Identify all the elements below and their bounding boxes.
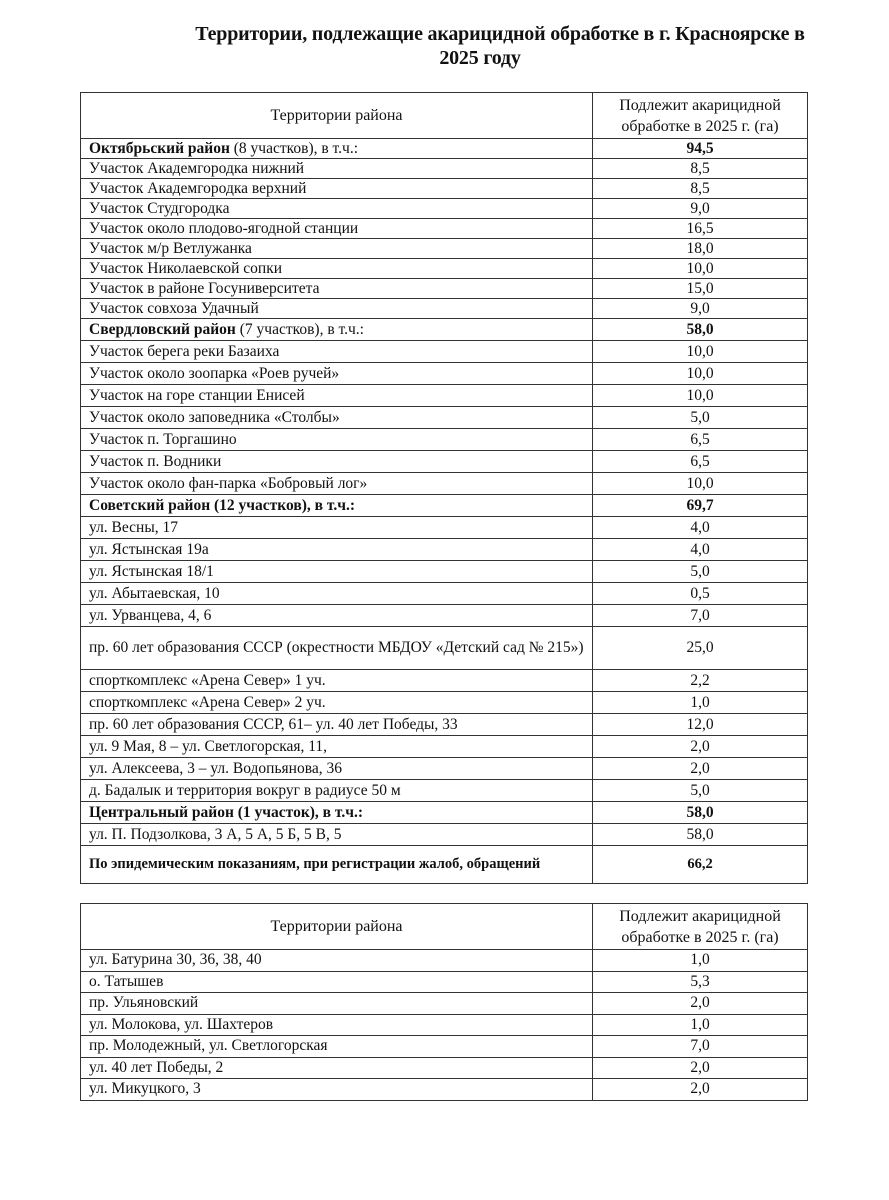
table-row: спорткомплекс «Арена Север» 2 уч. 1,0 bbox=[81, 692, 808, 714]
additional-territories-table bbox=[80, 903, 808, 1101]
table-row: о. Татышев 5,3 bbox=[81, 971, 808, 993]
table-row: Участок Академгородка верхний 8,5 bbox=[81, 179, 808, 199]
table-row: ул. Батурина 30, 36, 38, 40 1,0 bbox=[81, 950, 808, 972]
table-row: Участок в районе Госуниверситета 15,0 bbox=[81, 279, 808, 299]
table-row: Участок на горе станции Енисей 10,0 bbox=[81, 385, 808, 407]
district-total: 58,0 bbox=[593, 802, 808, 824]
table-row: д. Бадалык и территория вокруг в радиусе 50 м 5,0 bbox=[81, 780, 808, 802]
district-row-sovetsky bbox=[81, 495, 808, 517]
table-row: Участок Студгородка 9,0 bbox=[81, 199, 808, 219]
header-area: Подлежит акарицидной обработке в 2025 г. (га) bbox=[593, 93, 808, 139]
table-row: Участок совхоза Удачный 9,0 bbox=[81, 299, 808, 319]
header-territory: Территории района bbox=[81, 904, 593, 950]
table-row: пр. Ульяновский 2,0 bbox=[81, 993, 808, 1015]
table-row: Участок около зоопарка «Роев ручей» 10,0 bbox=[81, 363, 808, 385]
district-name: Свердловский район (7 участков), в т.ч.: bbox=[81, 319, 593, 341]
table-row: ул. П. Подзолкова, 3 А, 5 А, 5 Б, 5 В, 5 58,0 bbox=[81, 824, 808, 846]
document-title bbox=[80, 22, 880, 70]
title-line-1: Территории, подлежащие акарицидной обработке в г. Красноярске в bbox=[195, 23, 805, 45]
table-row: ул. 40 лет Победы, 2 2,0 bbox=[81, 1057, 808, 1079]
table-row: Участок около заповедника «Столбы» 5,0 bbox=[81, 407, 808, 429]
table-row: Участок около фан-парка «Бобровый лог» 10,0 bbox=[81, 473, 808, 495]
district-row-tsentralny bbox=[81, 802, 808, 824]
table-row: спорткомплекс «Арена Север» 1 уч. 2,2 bbox=[81, 670, 808, 692]
district-total: 94,5 bbox=[593, 139, 808, 159]
district-total: 58,0 bbox=[593, 319, 808, 341]
table-row: ул. Весны, 17 4,0 bbox=[81, 517, 808, 539]
district-name: Центральный район (1 участок), в т.ч.: bbox=[81, 802, 593, 824]
table-row: Участок м/р Ветлужанка 18,0 bbox=[81, 239, 808, 259]
title-line-2: 2025 году bbox=[439, 47, 521, 69]
table-row: Участок п. Водники 6,5 bbox=[81, 451, 808, 473]
table-row: пр. 60 лет образования СССР, 61– ул. 40 лет Победы, 33 12,0 bbox=[81, 714, 808, 736]
table-row: ул. 9 Мая, 8 – ул. Светлогорская, 11, 2,0 bbox=[81, 736, 808, 758]
table-row: пр. Молодежный, ул. Светлогорская 7,0 bbox=[81, 1036, 808, 1058]
district-row-oktyabrsky bbox=[81, 139, 808, 159]
table-row: ул. Микуцкого, 3 2,0 bbox=[81, 1079, 808, 1101]
table-row: пр. 60 лет образования СССР (окрестности МБДОУ «Детский сад № 215») 25,0 bbox=[81, 627, 808, 670]
table-header-row bbox=[81, 904, 808, 950]
district-row-sverdlovsky bbox=[81, 319, 808, 341]
district-name: Октябрьский район (8 участков), в т.ч.: bbox=[81, 139, 593, 159]
table-row: ул. Абытаевская, 10 0,5 bbox=[81, 583, 808, 605]
district-total: 69,7 bbox=[593, 495, 808, 517]
table-row: Участок п. Торгашино 6,5 bbox=[81, 429, 808, 451]
table-row: ул. Ястынская 19а 4,0 bbox=[81, 539, 808, 561]
header-territory: Территории района bbox=[81, 93, 593, 139]
table-header-row bbox=[81, 93, 808, 139]
territories-table bbox=[80, 92, 808, 884]
table-row: ул. Ястынская 18/1 5,0 bbox=[81, 561, 808, 583]
table-row: Участок Николаевской сопки 10,0 bbox=[81, 259, 808, 279]
epidemic-value: 66,2 bbox=[593, 846, 808, 884]
table-row: ул. Алексеева, 3 – ул. Водопьянова, 36 2,0 bbox=[81, 758, 808, 780]
table-row: Участок берега реки Базаиха 10,0 bbox=[81, 341, 808, 363]
table-row: ул. Урванцева, 4, 6 7,0 bbox=[81, 605, 808, 627]
header-area: Подлежит акарицидной обработке в 2025 г. (га) bbox=[593, 904, 808, 950]
table-row: Участок около плодово-ягодной станции 16,5 bbox=[81, 219, 808, 239]
district-name: Советский район (12 участков), в т.ч.: bbox=[81, 495, 593, 517]
epidemic-indications-row bbox=[81, 846, 808, 884]
table-row: ул. Молокова, ул. Шахтеров 1,0 bbox=[81, 1014, 808, 1036]
table-row: Участок Академгородка нижний 8,5 bbox=[81, 159, 808, 179]
epidemic-label: По эпидемическим показаниям, при регистрации жалоб, обращений bbox=[81, 846, 593, 884]
